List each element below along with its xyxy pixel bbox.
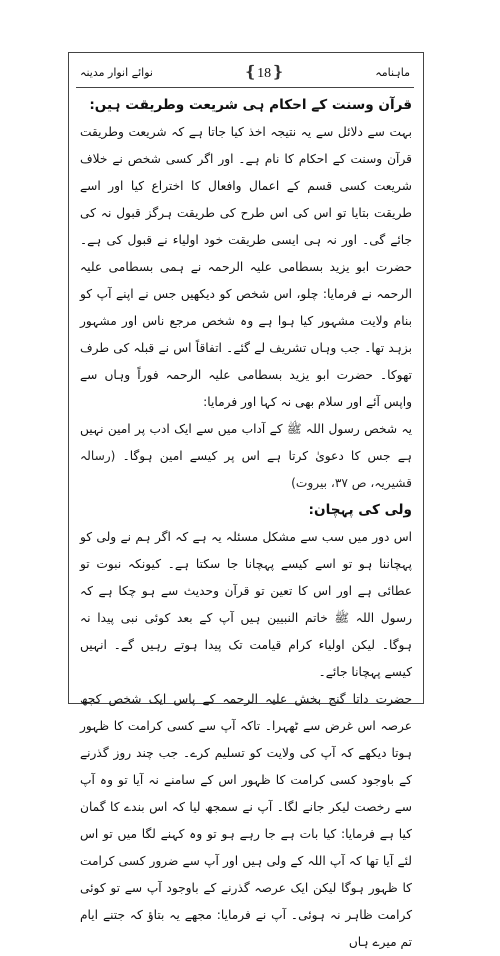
page-number: ❴18❵ bbox=[243, 64, 285, 81]
magazine-label: ماہنامہ bbox=[375, 65, 410, 79]
section-heading: قرآن وسنت کے احکام ہی شریعت وطریقت ہیں: bbox=[89, 97, 412, 113]
article-body bbox=[80, 92, 412, 956]
page-header bbox=[80, 60, 410, 84]
reference: (رسالہ قشیریہ، ص ۳۷، بیروت) bbox=[80, 449, 412, 490]
paragraph: حضرت داتا گنج بخش علیہ الرحمہ کے پاس ایک شخص کچھ عرصہ اس غرض سے ٹھہرا۔ تاکہ آپ سے کسی کرامت کا ظہور ہوتا دیکھے کہ آپ کی ولایت کو تسلیم کرے۔ جب چند روز گذرنے کے باوجود کسی کرامت کا ظہور اس کے سامنے نہ آیا تو وہ آپ سے رخصت لیکر جانے لگا۔ آپ نے سمجھ لیا کہ اس بندے کا گمان کیا ہے فرمایا: کیا بات ہے جا رہے ہو تو وہ کہنے لگا میں تو اس لئے آیا تھا کہ آپ اللہ کے ولی ہیں اور آپ سے ضرور کسی کرامت کا ظہور ہوگا لیکن ایک عرصہ گذرنے کے باوجود آپ سے تو کوئی کرامت ظاہر نہ ہوئی۔ آپ نے فرمایا: مجھے یہ بتاؤ کہ جتنے ایام تم میرے ہاں bbox=[80, 692, 412, 949]
paragraph: بہت سے دلائل سے یہ نتیجہ اخذ کیا جاتا ہے کہ شریعت وطریقت قرآن وسنت کے احکام کا نام ہے۔ اور اگر کسی شخص نے خلاف شریعت کسی قسم کے اعمال وافعال کا اختراع کیا اور اسے طریقت بتایا تو اس کی اس طرح کی طریقت ہرگز قبول نہ کی جائے گی۔ اور نہ ہی ایسی طریقت خود اولیاء نے قبول کی ہے۔ حضرت ابو یزید بسطامی علیہ الرحمہ نے ہمی بسطامی علیہ الرحمہ نے فرمایا: چلو، اس شخص کو دیکھیں جس نے اپنے آپ کو بنام ولایت مشہور کیا ہوا ہے وہ شخص مرجع ناس اور مشہور بزہد تھا۔ جب وہاں تشریف لے گئے۔ اتفاقاً اس نے قبلہ کی طرف تھوکا۔ حضرت ابو یزید بسطامی علیہ الرحمہ فوراً وہاں سے واپس آئے اور سلام بھی نہ کہا اور فرمایا: bbox=[80, 125, 412, 409]
page-number-value: 18 bbox=[257, 66, 272, 81]
quote-paragraph bbox=[80, 416, 412, 497]
paragraph: اس دور میں سب سے مشکل مسئلہ یہ ہے کہ اگر ہم نے ولی کو پہچاننا ہو تو اسے کیسے پہچانا جا سکتا ہے۔ کیونکہ نبوت تو عطائی ہے اور اس کا تعین تو قرآن وحدیث سے ہو چکا ہے کہ رسول اللہ ﷺ خاتم النبیین ہیں آپ کے بعد کوئی نبی پیدا نہ ہوگا۔ لیکن اولیاء کرام قیامت تک پیدا ہوتے رہیں گے۔ انہیں کیسے پہچانا جائے۔ bbox=[80, 530, 412, 679]
section-heading: ولی کی پہچان: bbox=[308, 502, 412, 518]
quote-text: یہ شخص رسول اللہ ﷺ کے آداب میں سے ایک ادب پر امین نہیں ہے جس کا دعویٰ کرتا ہے اس پر کیسے امین ہوگا۔ bbox=[80, 422, 413, 463]
header-divider bbox=[76, 87, 414, 88]
journal-name: نوائے انوار مدینہ bbox=[80, 65, 153, 79]
